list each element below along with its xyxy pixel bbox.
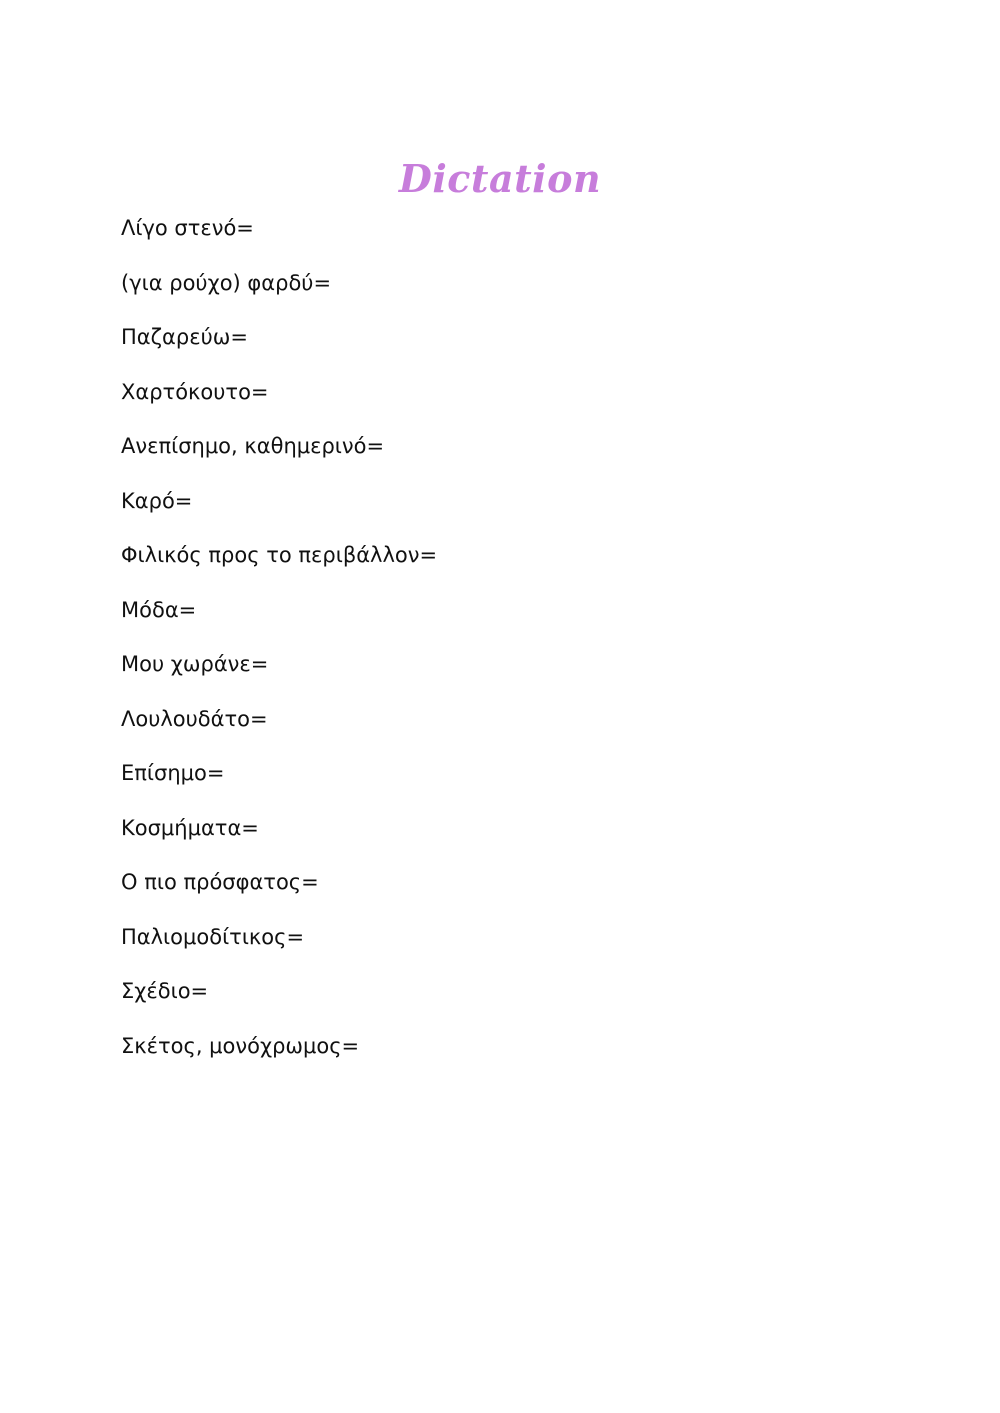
dictation-item: Παζαρεύω=: [121, 325, 248, 349]
dictation-item: Ο πιο πρόσφατος=: [121, 870, 319, 894]
dictation-item: Χαρτόκουτο=: [121, 379, 269, 404]
dictation-item: Ανεπίσημο, καθημερινό=: [121, 434, 385, 458]
dictation-item: Φιλικός προς το περιβάλλον=: [121, 543, 438, 567]
dictation-item: Σχέδιο=: [121, 979, 209, 1003]
dictation-item: (για ρούχο) φαρδύ=: [121, 270, 332, 295]
dictation-list: [121, 210, 437, 1082]
dictation-item: Λουλουδάτο=: [121, 706, 268, 731]
dictation-item: Μόδα=: [121, 597, 197, 622]
dictation-item: Κοσμήματα=: [121, 815, 259, 840]
dictation-item: Επίσημο=: [121, 761, 225, 785]
dictation-item: Μου χωράνε=: [121, 652, 269, 676]
dictation-item: Λίγο στενό=: [121, 216, 254, 240]
dictation-item: Σκέτος, μονόχρωμος=: [121, 1033, 360, 1058]
page-title: Dictation: [398, 156, 602, 202]
dictation-item: Καρό=: [121, 488, 193, 513]
dictation-item: Παλιομοδίτικος=: [121, 924, 305, 949]
